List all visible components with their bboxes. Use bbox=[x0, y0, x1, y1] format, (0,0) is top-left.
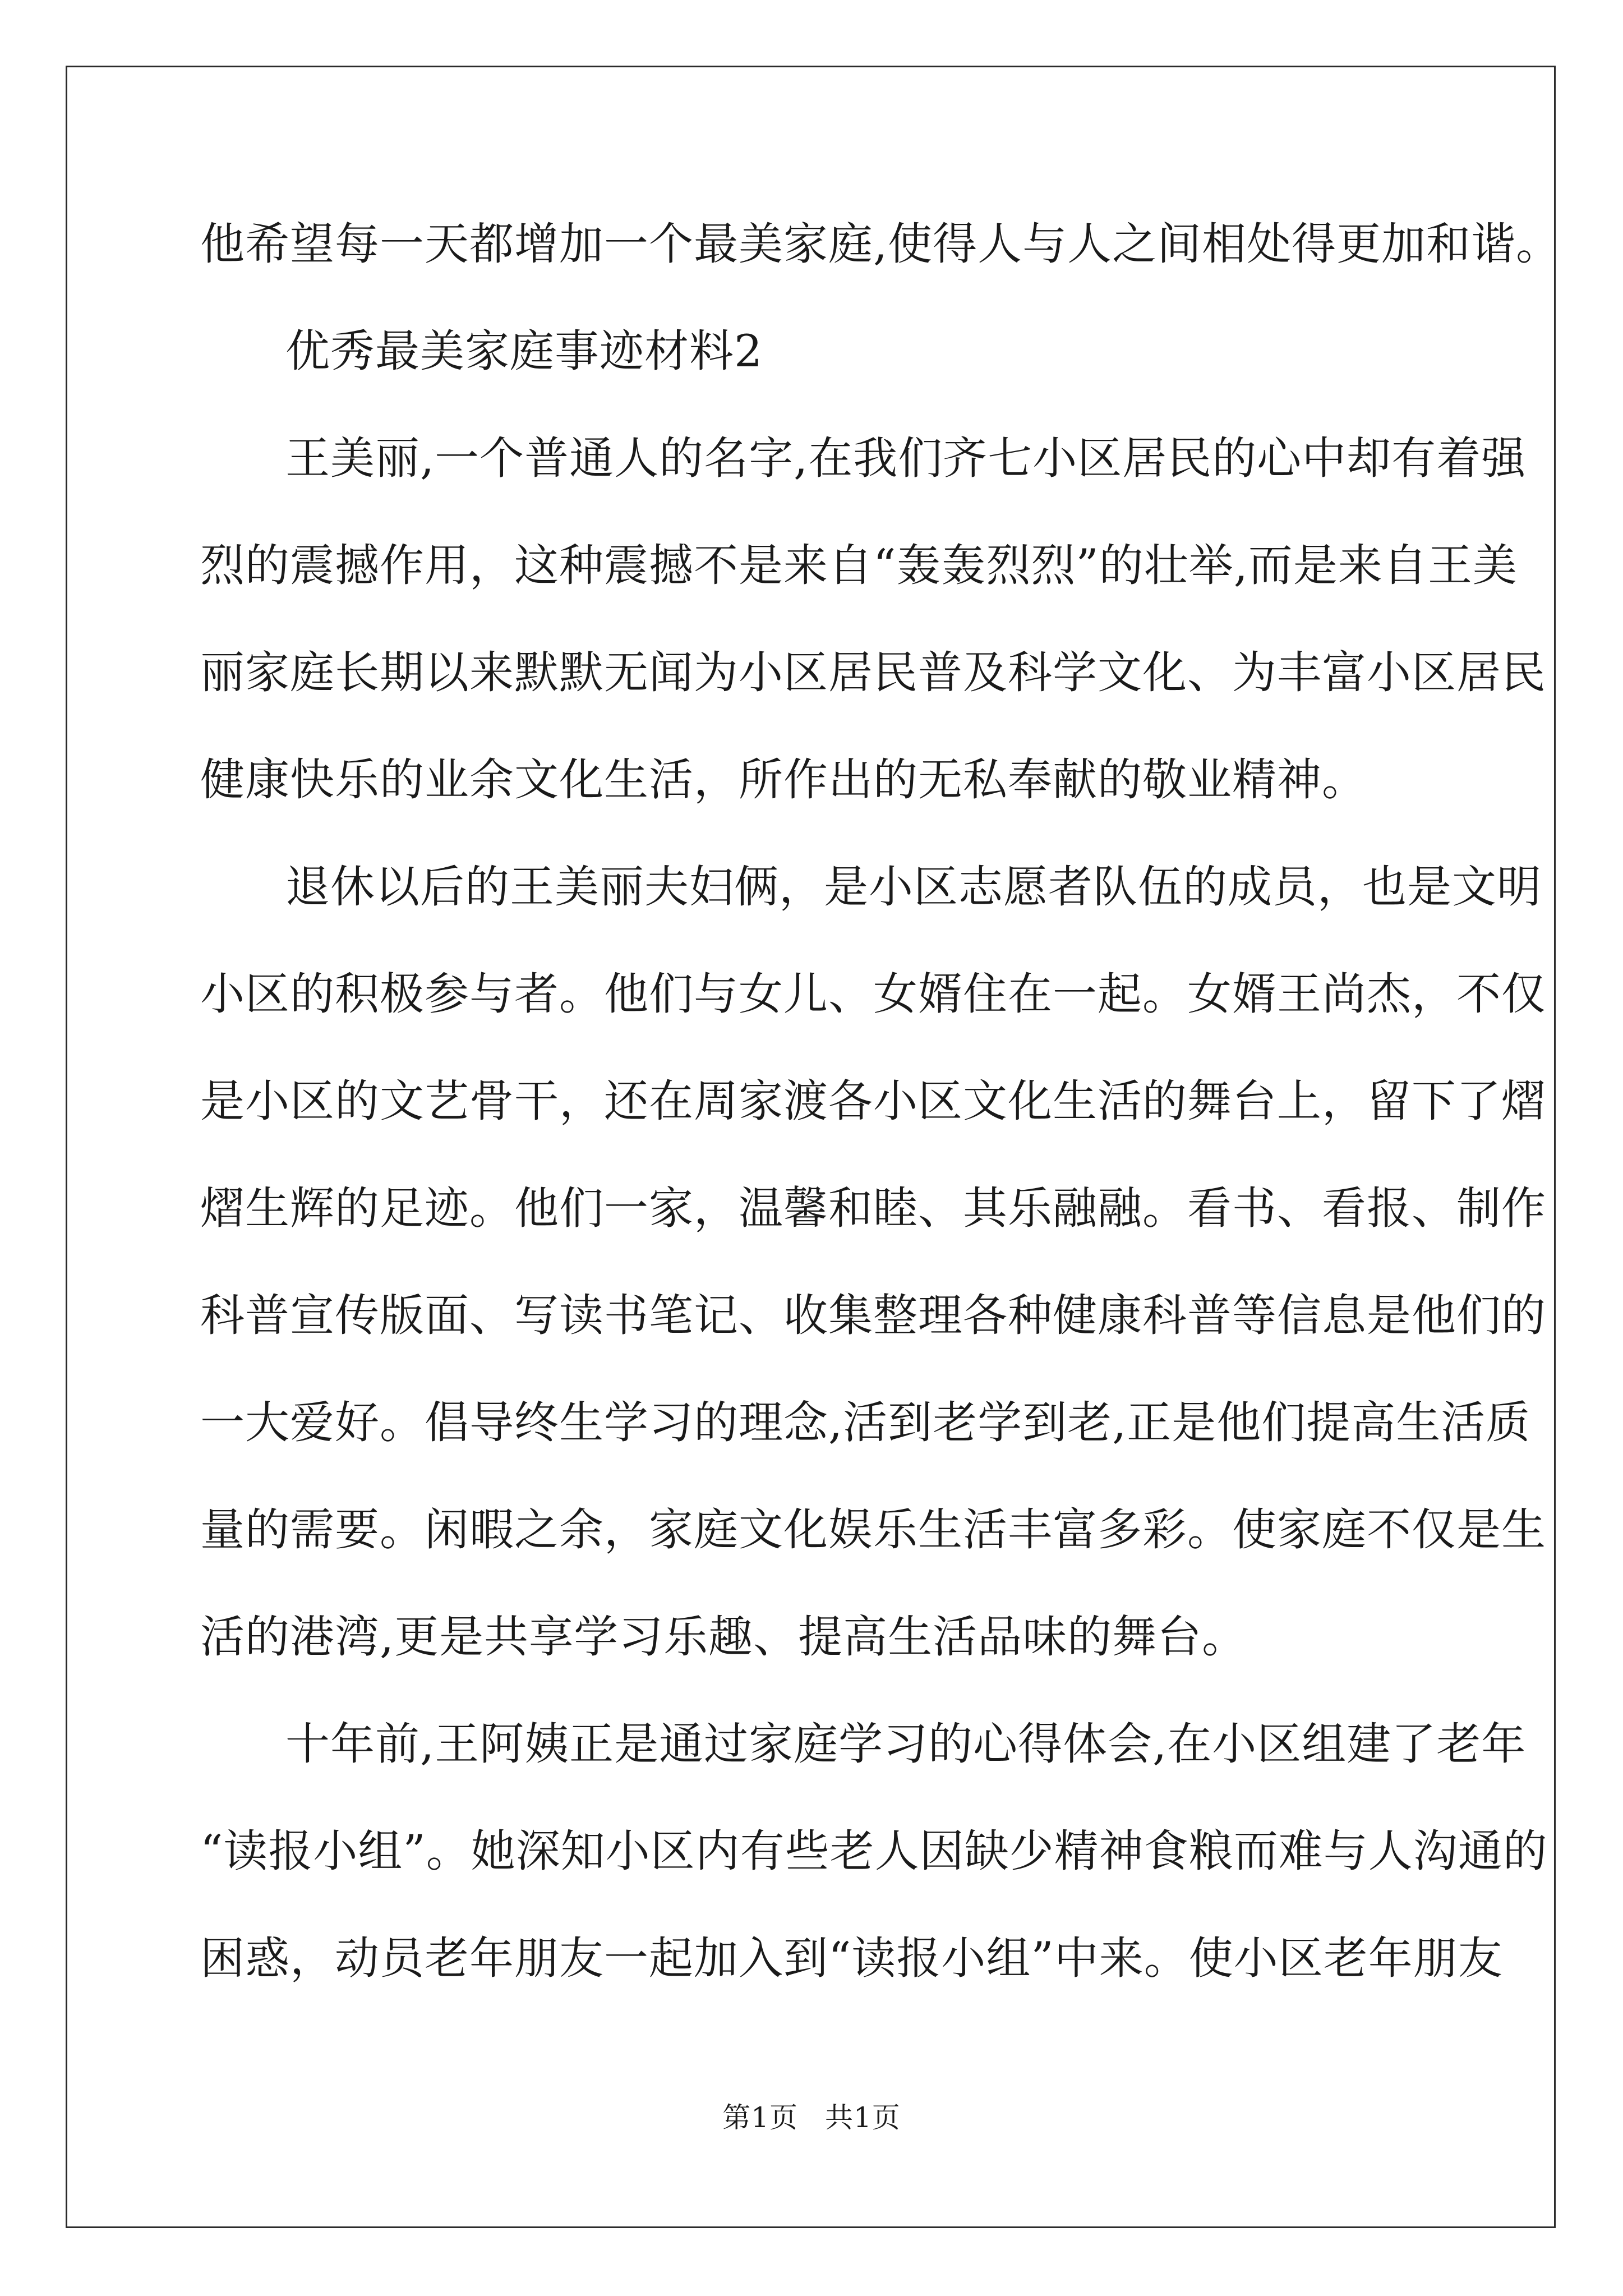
text-line: 科普宣传版面、写读书笔记、收集整理各种健康科普等信息是他们的 bbox=[200, 1290, 1546, 1341]
text-line: 熠生辉的足迹。他们一家，温馨和睦、其乐融融。看书、看报、制作 bbox=[200, 1182, 1546, 1234]
text-line: 丽家庭长期以来默默无闻为小区居民普及科学文化、为丰富小区居民 bbox=[200, 647, 1546, 698]
text-line: 他希望每一天都增加一个最美家庭,使得人与人之间相处得更加和谐。 bbox=[200, 218, 1561, 270]
paragraph-first-line: 王美丽,一个普通人的名字,在我们齐七小区居民的心中却有着强 bbox=[285, 432, 1527, 484]
paragraph-first-line: 十年前,王阿姨正是通过家庭学习的心得体会,在小区组建了老年 bbox=[285, 1718, 1527, 1770]
section-heading: 优秀最美家庭事迹材料2 bbox=[285, 325, 763, 377]
text-line: “读报小组”。她深知小区内有些老人因缺少精神食粮而难与人沟通的 bbox=[200, 1825, 1548, 1877]
page-number-current: 第1页 bbox=[722, 2101, 798, 2134]
text-line: 活的港湾,更是共享学习乐趣、提高生活品味的舞台。 bbox=[200, 1611, 1247, 1663]
text-line: 健康快乐的业余文化生活，所作出的无私奉献的敬业精神。 bbox=[200, 754, 1367, 806]
text-line: 一大爱好。倡导终生学习的理念,活到老学到老,正是他们提高生活质 bbox=[200, 1397, 1531, 1448]
text-line: 小区的积极参与者。他们与女儿、女婿住在一起。女婿王尚杰，不仅 bbox=[200, 968, 1546, 1020]
document-body bbox=[200, 191, 1561, 2012]
text-line: 量的需要。闲暇之余，家庭文化娱乐生活丰富多彩。使家庭不仅是生 bbox=[200, 1504, 1546, 1556]
page-footer bbox=[0, 2101, 1623, 2134]
page-number-total: 共1页 bbox=[825, 2101, 901, 2134]
text-line: 困惑，动员老年朋友一起加入到“读报小组”中来。使小区老年朋友 bbox=[200, 1932, 1503, 1984]
text-line: 烈的震撼作用，这种震撼不是来自“轰轰烈烈”的壮举,而是来自王美 bbox=[200, 540, 1518, 591]
paragraph-first-line: 退休以后的王美丽夫妇俩，是小区志愿者队伍的成员，也是文明 bbox=[285, 861, 1542, 913]
text-line: 是小区的文艺骨干，还在周家渡各小区文化生活的舞台上，留下了熠 bbox=[200, 1075, 1546, 1127]
